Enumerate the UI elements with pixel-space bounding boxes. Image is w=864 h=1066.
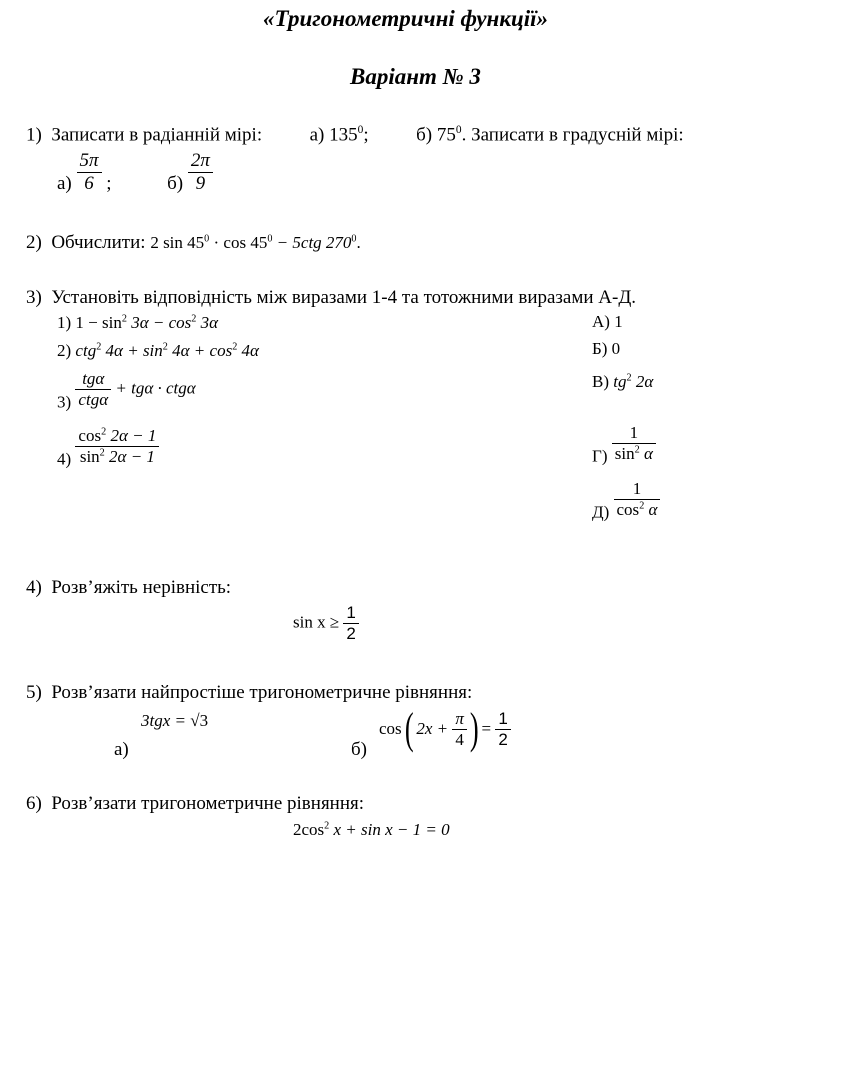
task3-e4-den-b: 2α − 1: [104, 447, 155, 466]
task3-g-fraction: [612, 423, 656, 464]
task3-line: [26, 287, 636, 309]
task4-fraction: [343, 603, 358, 644]
task1-d-denominator: 9: [195, 173, 206, 194]
task1-d-label: б): [167, 172, 184, 194]
task3-answer-g: [592, 423, 656, 466]
task1-a-degree: 0: [357, 124, 364, 136]
task3-e4-label: 4): [57, 449, 72, 469]
task5-a-label: а): [114, 739, 129, 760]
task3-e2-sq1: 2: [96, 341, 102, 353]
task5-a-expr-a: 3tgx =: [141, 711, 191, 730]
task3-e4-num-sq: 2: [101, 426, 107, 438]
task5-number: 5): [26, 682, 42, 703]
task2-expression: [150, 233, 360, 252]
task6-expr-b: x + sin x − 1 = 0: [329, 820, 450, 839]
task3-e4-numerator: [75, 426, 159, 447]
task1-line1: [26, 124, 684, 146]
task5-b-cos: cos: [379, 719, 402, 738]
task3-expr1: [57, 313, 218, 333]
task1-a-label: а): [309, 124, 325, 146]
task3-answer-b: Б) 0: [592, 339, 621, 358]
task2-end: .: [356, 233, 361, 252]
task6-expr-sup: 2: [324, 820, 330, 832]
task3-d-denominator: [614, 500, 661, 520]
task3-e4-fraction: [75, 426, 159, 467]
task1-c-semicolon: ;: [106, 172, 112, 194]
task3-g-denominator: [612, 444, 656, 464]
task1-a-semicolon: ;: [363, 124, 369, 146]
task5-b-inner: 2x +: [416, 719, 449, 738]
task5-b-eq: =: [481, 719, 492, 738]
task5-b-expr: [379, 704, 511, 753]
task3-g-label: Г): [592, 446, 608, 466]
task6-expr-a: 2cos: [293, 820, 325, 839]
task3-d-den-sq: 2: [639, 500, 645, 512]
task3-expr4: [57, 426, 159, 469]
task2-number: 2): [26, 232, 42, 253]
task1-c-numerator: 5π: [77, 150, 102, 173]
task3-e1-sq2: 2: [191, 313, 197, 325]
task5-a-expr-b: √3: [190, 711, 209, 730]
task3-g-den-b: α: [639, 444, 653, 463]
task3-v-b: 2α: [631, 372, 654, 391]
task3-answer-a: А) 1: [592, 312, 623, 331]
task2-expr-a: 2 sin 45: [150, 233, 205, 252]
task3-e4-num-a: cos: [78, 426, 102, 445]
task3-e3-label: 3): [57, 392, 72, 412]
task5-b-pi-fraction: [452, 709, 467, 750]
task3-g-numerator: 1: [612, 423, 656, 444]
task5-b-rparen: ): [469, 704, 479, 753]
task3-answer-d: [592, 479, 660, 522]
task1-text-radian: Записати в радіанній мірі:: [51, 124, 263, 146]
task3-e1-sq1: 2: [121, 313, 127, 325]
task1-number: 1): [26, 124, 42, 146]
task3-g-den-a: sin: [614, 444, 635, 463]
task3-v-label: В): [592, 372, 609, 391]
task4-line: [26, 577, 231, 599]
task3-d-den-b: α: [644, 500, 658, 519]
task3-d-den-a: cos: [616, 500, 640, 519]
task4-inequality: [293, 603, 359, 644]
task1-c-label: а): [57, 172, 72, 194]
task5-text: Розв’язати найпростіше тригонометричне рівняння:: [51, 682, 473, 703]
task3-e3-rest: + tgα · ctgα: [115, 378, 196, 398]
task2-expr-c: − 5ctg 270: [272, 233, 352, 252]
task3-e2-a: ctg: [75, 341, 97, 360]
task6-equation: [293, 820, 450, 840]
task2-expr-b: · cos 45: [209, 233, 268, 252]
task1-b-label: б): [416, 124, 433, 146]
task3-d-fraction: [614, 479, 661, 520]
task3-e4-den-a: sin: [79, 447, 100, 466]
task6-line: [26, 793, 364, 815]
task3-e3-numerator: tgα: [75, 369, 111, 390]
task3-e3-denominator: ctgα: [78, 390, 109, 409]
task5-b-four: 4: [455, 729, 464, 749]
task3-d-numerator: 1: [614, 479, 661, 500]
task1-b-degree: 0: [455, 124, 462, 136]
variant-title: Варіант № 3: [350, 64, 481, 89]
task3-e4-num-b: 2α − 1: [106, 426, 157, 445]
task3-e2-sq3: 2: [232, 341, 238, 353]
task3-e2-sq2: 2: [162, 341, 168, 353]
task3-e4-denominator: [75, 447, 159, 467]
task3-v-sq: 2: [626, 372, 632, 384]
task5-b-half: [495, 709, 510, 750]
task4-text: Розв’яжіть нерівність:: [51, 577, 232, 598]
task1-a-value: 135: [329, 124, 358, 146]
task3-e1-c: 3α: [196, 313, 219, 332]
task3-e1-a: 1 − sin: [75, 313, 122, 332]
task3-e2-d: 4α: [237, 341, 259, 360]
task1-d-fraction: [188, 150, 213, 195]
task3-e2-label: 2): [57, 341, 72, 360]
task3-text: Установіть відповідність між виразами 1-4 та тотожними виразами А-Д.: [51, 287, 637, 308]
task2-text: Обчислити:: [51, 232, 146, 253]
task3-g-den-sq: 2: [634, 444, 640, 456]
task3-e3-fraction: [75, 369, 111, 410]
task3-expr3: [57, 369, 196, 412]
task5-b-two: 2: [498, 729, 508, 749]
task1-b-value: 75: [436, 124, 456, 146]
task3-answer-v: [592, 372, 653, 392]
task2-sup-a: 0: [204, 233, 210, 245]
task2-line: [26, 232, 361, 254]
task1-line2: [57, 150, 213, 195]
task3-d-label: Д): [592, 502, 610, 522]
task6-number: 6): [26, 793, 42, 814]
task4-expr: sin x ≥: [293, 612, 340, 632]
task5-b-lparen: (: [404, 704, 414, 753]
task1-c-denominator: 6: [84, 173, 94, 194]
task5-b-label: б): [351, 739, 367, 760]
task1-c-fraction: [77, 150, 102, 195]
task5-b-pi: π: [452, 709, 467, 730]
subject-title: «Тригонометричні функції»: [263, 6, 549, 31]
task2-sup-b: 0: [267, 233, 273, 245]
task4-numerator: 1: [343, 603, 358, 624]
task1-d-numerator: 2π: [188, 150, 213, 173]
task3-expr2: [57, 341, 259, 361]
task3-e2-b: 4α + sin: [101, 341, 163, 360]
task3-e1-label: 1): [57, 313, 72, 332]
task3-e1-b: 3α − cos: [126, 313, 192, 332]
task4-number: 4): [26, 577, 42, 598]
task2-sup-c: 0: [351, 233, 357, 245]
task3-e2-c: 4α + cos: [167, 341, 233, 360]
task4-denominator: 2: [346, 624, 356, 643]
task6-text: Розв’язати тригонометричне рівняння:: [51, 793, 365, 814]
task3-v-a: tg: [613, 372, 627, 391]
task5-line: [26, 682, 472, 704]
task3-e4-den-sq: 2: [99, 447, 105, 459]
task5-b-one: 1: [495, 709, 510, 730]
task1-text-degree: . Записати в градусній мірі:: [461, 124, 684, 146]
task3-number: 3): [26, 287, 42, 308]
task5-a-expr: [141, 711, 208, 731]
